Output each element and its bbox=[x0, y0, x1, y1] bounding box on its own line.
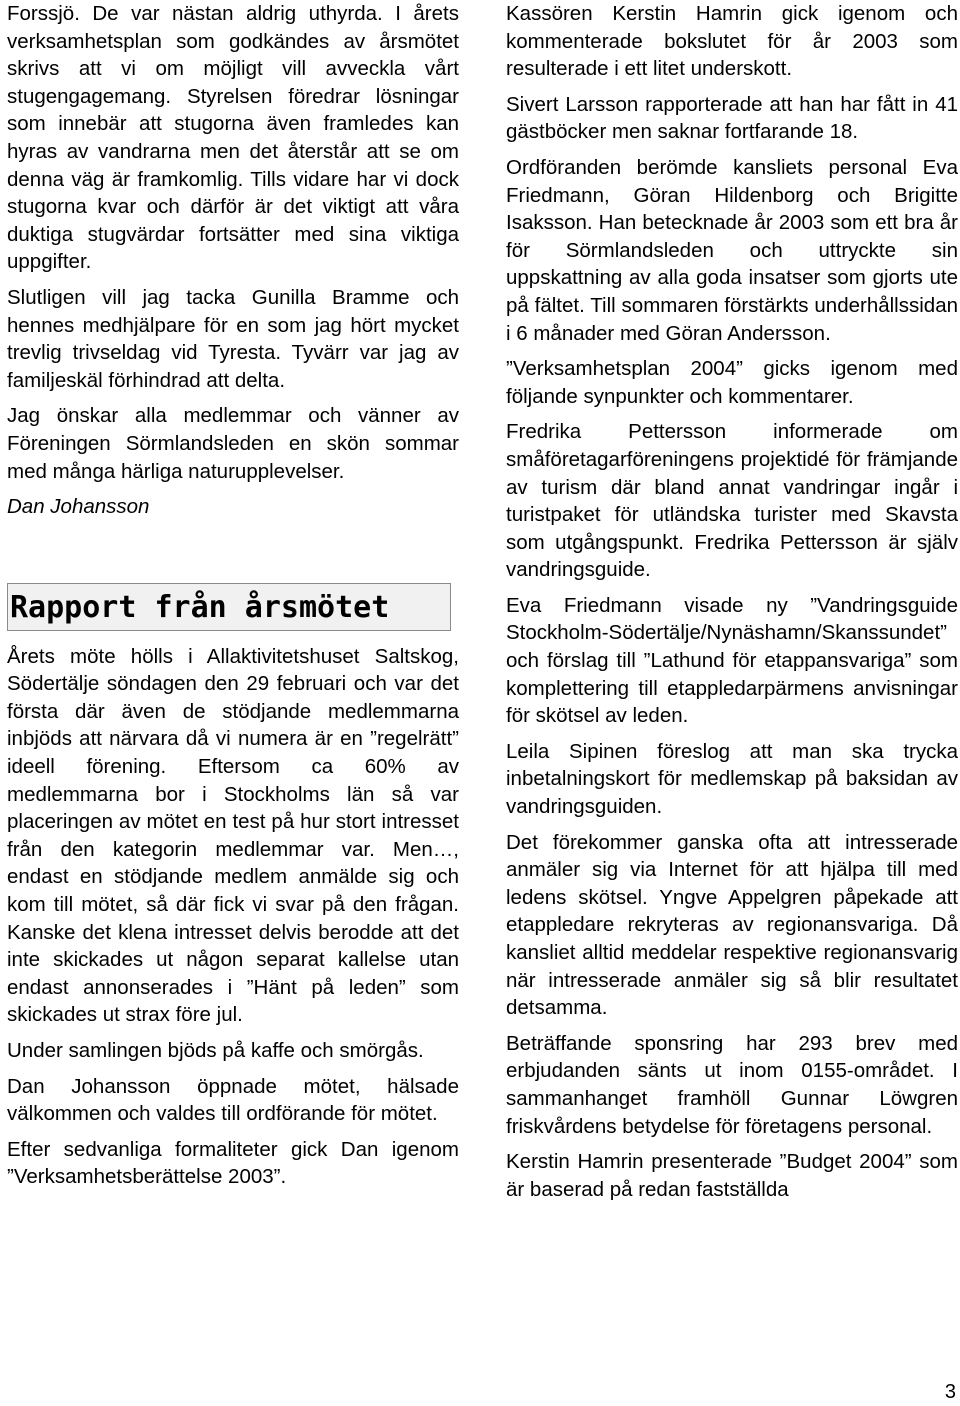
body-paragraph: Årets möte hölls i Allaktivitetshuset Saltskog, Södertälje söndagen den 29 februari och var det första där även de stödjande medlemmarna inbjöds att närvara då vi numera är en ”regelrätt” ideell förening. Eftersom ca 60% av medlemmarna bor i Stockholms län så var placeringen av mötet en test på hur stort intresset från den kategorin medlemmar var. Men…, endast en stödjande medlem anmälde sig och kom till mötet, så där fick vi svar på den frågan. Kanske det klena intresset delvis berodde att det inte skickades ut någon separat kallelse utan endast annonserades i ”Hänt på leden” som skickades ut strax före jul. bbox=[7, 644, 459, 1027]
body-paragraph: Eva Friedmann visade ny ”Vandringsguide Stockholm-Södertälje/Nynäshamn/Skanssundet” och förslag till ”Lathund för etappansvariga” som komplettering till etappledarpärmens anvisningar för skötsel av leden. bbox=[506, 593, 958, 728]
section-heading: Rapport från årsmötet bbox=[7, 583, 451, 631]
body-paragraph: Fredrika Pettersson informerade om småföretagarföreningens projektidé för främjande av turism där bland annat vandringar ingår i turistpaket för utländska turister med Skavsta som utgångspunkt. Fredrika Pettersson är själv vandringsguide. bbox=[506, 420, 958, 582]
author-signature: Dan Johansson bbox=[7, 495, 150, 519]
left-column bbox=[7, 0, 459, 1199]
body-paragraph: Sivert Larsson rapporterade att han har fått in 41 gästböcker men saknar fortfarande 18. bbox=[506, 92, 958, 144]
body-paragraph: Beträffande sponsring har 293 brev med erbjudanden sänts ut inom 0155-området. I sammanhanget framhöll Gunnar Löwgren friskvårdens betydelse för företagens personal. bbox=[506, 1031, 958, 1138]
body-paragraph: Leila Sipinen föreslog att man ska trycka inbetalningskort för medlemskap på baksidan av vandringsguiden. bbox=[506, 739, 958, 819]
body-paragraph: Ordföranden berömde kansliets personal Eva Friedmann, Göran Hildenborg och Brigitte Isaksson. Han betecknade år 2003 som ett bra år för Sörmlandsleden och uttryckte sin uppskattning av alla goda insatser som gjorts ute på fältet. Till sommaren förstärkts underhållssidan i 6 månader med Göran Andersson. bbox=[506, 155, 958, 345]
body-paragraph: Slutligen vill jag tacka Gunilla Bramme och hennes medhjälpare för en som jag hört mycket trevlig trivseldag vid Tyresta. Tyvärr var jag av familjeskäl förhindrad att delta. bbox=[7, 285, 459, 392]
right-column bbox=[506, 0, 958, 1211]
body-paragraph: Det förekommer ganska ofta att intresserade anmäler sig via Internet för att hjälpa till med ledens skötsel. Yngve Appelgren påpekade att etappledare rekryteras av regionansvariga. Då kansliet alltid meddelar respektive regionansvarig när intresserade anmäler sig så blir resultatet detsamma. bbox=[506, 830, 958, 1020]
body-paragraph: Kerstin Hamrin presenterade ”Budget 2004” som är baserad på redan fastställda bbox=[506, 1150, 958, 1201]
page-number: 3 bbox=[944, 1381, 956, 1403]
body-paragraph: Dan Johansson öppnade mötet, hälsade välkommen och valdes till ordförande för mötet. bbox=[7, 1074, 459, 1126]
body-paragraph: Under samlingen bjöds på kaffe och smörgås. bbox=[7, 1039, 424, 1062]
body-paragraph: Kassören Kerstin Hamrin gick igenom och kommenterade bokslutet för år 2003 som resulterade i ett litet underskott. bbox=[506, 2, 958, 81]
body-paragraph: Forssjö. De var nästan aldrig uthyrda. I årets verksamhetsplan som godkändes av årsmötet skrivs att vi om möjligt vill avveckla vårt stugengagemang. Styrelsen föredrar lösningar som innebär att stugorna även framledes kan hyras av vandrarna men det återstår att se om denna väg är framkomlig. Tills vidare har vi dock stugorna kvar och därför är det viktigt att våra duktiga stugvärdar fortsätter med sina viktiga uppgifter. bbox=[7, 2, 459, 274]
body-paragraph: Jag önskar alla medlemmar och vänner av Föreningen Sörmlandsleden en skön sommar med många härliga naturupplevelser. bbox=[7, 404, 459, 483]
body-paragraph: Efter sedvanliga formaliteter gick Dan igenom ”Verksamhetsberättelse 2003”. bbox=[7, 1137, 459, 1189]
body-paragraph: ”Verksamhetsplan 2004” gicks igenom med följande synpunkter och kommentarer. bbox=[506, 357, 958, 408]
